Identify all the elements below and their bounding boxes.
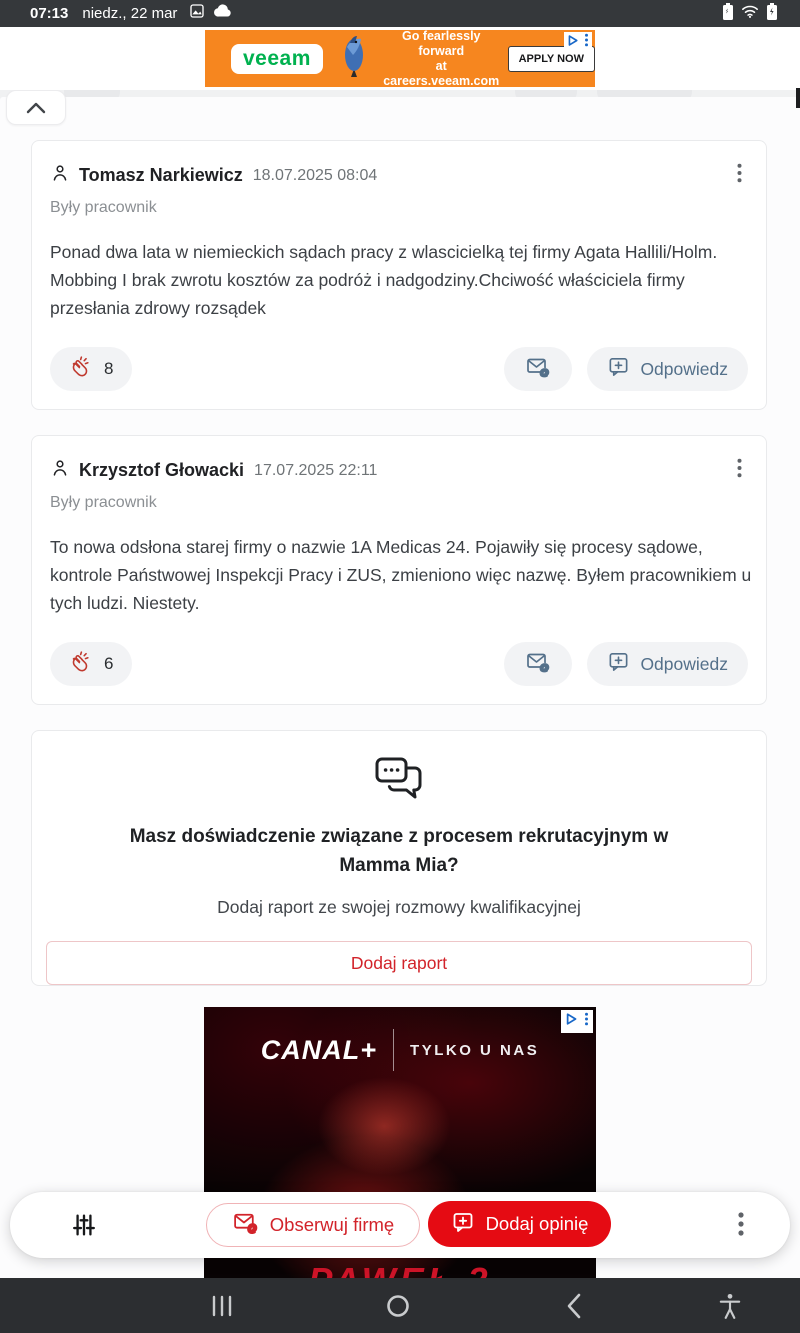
cloud-icon bbox=[213, 4, 232, 23]
top-ad-banner[interactable] bbox=[205, 30, 595, 87]
comment-plus-icon bbox=[607, 650, 630, 678]
reply-button[interactable] bbox=[587, 642, 748, 686]
canal-plus-logo: CANAL+ bbox=[260, 1034, 378, 1065]
recents-button[interactable] bbox=[192, 1278, 252, 1333]
review-body: To nowa odsłona starej firmy o nazwie 1A Medicas 24. Pojawiły się procesy sądowe, kontrole Państwowej Inspekcji Pracy i ZUS, zmieniono więc nazwę. Byłem pracownikiem u tych ludzi. Niestety. bbox=[50, 537, 752, 613]
follow-label: Obserwuj firmę bbox=[269, 1214, 395, 1235]
clap-count: 8 bbox=[104, 359, 114, 378]
adchoices-icon[interactable] bbox=[567, 34, 580, 52]
status-date: niedz., 22 mar bbox=[82, 5, 178, 22]
clap-button[interactable] bbox=[50, 347, 132, 391]
notification-icons bbox=[189, 3, 232, 24]
mail-at-icon bbox=[232, 1210, 259, 1240]
top-ad-strip bbox=[0, 27, 800, 90]
collapse-button[interactable] bbox=[6, 90, 66, 125]
status-bar bbox=[0, 0, 800, 27]
home-button[interactable] bbox=[368, 1278, 428, 1333]
divider bbox=[393, 1029, 394, 1071]
review-datetime: 18.07.2025 08:04 bbox=[252, 166, 378, 184]
add-report-card bbox=[31, 730, 767, 986]
adchoices-controls bbox=[564, 32, 592, 53]
ad-copy-line1: Go fearlessly forward bbox=[401, 28, 481, 58]
review-body: Ponad dwa lata w niemieckich sądach pracy z wlascicielką tej firmy Agata Hallili/Holm. Mobbing I brak zwrotu kosztów za podróż i nadgodziny.Chciwość właściciela firmy przesłania zdrowy rozsądek bbox=[50, 242, 718, 318]
ad-kebab-icon[interactable] bbox=[584, 1012, 589, 1031]
comment-plus-icon bbox=[607, 355, 630, 383]
review-card bbox=[31, 140, 767, 410]
person-icon bbox=[50, 458, 70, 483]
review-header bbox=[50, 456, 748, 485]
notify-button[interactable] bbox=[504, 347, 572, 391]
follow-company-button[interactable] bbox=[206, 1203, 420, 1247]
clap-icon bbox=[69, 354, 94, 384]
ad-copy-line2: at careers.veeam.com bbox=[383, 58, 500, 88]
battery-saver-icon bbox=[722, 3, 734, 25]
review-author: Tomasz Narkiewicz bbox=[79, 165, 243, 185]
home-icon bbox=[385, 1293, 411, 1319]
add-review-button[interactable] bbox=[428, 1201, 611, 1247]
filter-button[interactable] bbox=[70, 1211, 98, 1244]
svg-text:@: @ bbox=[247, 1223, 258, 1235]
ad-copy bbox=[383, 29, 500, 89]
veeam-logo: veeam bbox=[231, 44, 323, 74]
more-options-kebab-icon[interactable] bbox=[738, 1211, 744, 1242]
ad-movie-title-clipped bbox=[204, 1257, 596, 1278]
floating-action-bar bbox=[10, 1192, 790, 1258]
review-datetime: 17.07.2025 22:11 bbox=[254, 461, 378, 479]
review-actions bbox=[50, 642, 748, 686]
clap-button[interactable] bbox=[50, 642, 132, 686]
apply-now-button[interactable]: APPLY NOW bbox=[508, 46, 595, 72]
back-icon bbox=[566, 1293, 582, 1319]
comment-plus-icon bbox=[451, 1210, 475, 1239]
bird-illustration bbox=[337, 33, 371, 84]
clock: 07:13 bbox=[30, 5, 69, 22]
reply-button[interactable] bbox=[587, 347, 748, 391]
add-report-button[interactable]: Dodaj raport bbox=[46, 941, 752, 985]
wifi-icon bbox=[741, 4, 759, 24]
notify-button[interactable] bbox=[504, 642, 572, 686]
mail-at-icon bbox=[525, 355, 551, 384]
review-kebab-icon[interactable] bbox=[731, 456, 748, 485]
recents-icon bbox=[210, 1295, 234, 1317]
filter-sliders-icon bbox=[70, 1211, 98, 1239]
back-button[interactable] bbox=[544, 1278, 604, 1333]
svg-text:@: @ bbox=[540, 367, 550, 379]
reply-label: Odpowiedz bbox=[640, 358, 728, 379]
review-header bbox=[50, 161, 748, 190]
review-kebab-icon[interactable] bbox=[731, 161, 748, 190]
prompt-subtitle: Dodaj raport ze swojej rozmowy kwalifikacyjnej bbox=[217, 897, 581, 917]
speech-bubbles-icon bbox=[32, 755, 766, 806]
clap-icon bbox=[69, 649, 94, 679]
battery-charging-icon bbox=[766, 3, 778, 25]
prompt-title: Masz doświadczenie związane z procesem rekrutacyjnym w Mamma Mia? bbox=[129, 826, 669, 876]
review-actions bbox=[50, 347, 748, 391]
chevron-up-icon bbox=[25, 101, 47, 115]
ad-kebab-icon[interactable] bbox=[584, 33, 589, 52]
system-status-icons bbox=[722, 3, 778, 25]
mail-at-icon bbox=[525, 650, 551, 679]
accessibility-icon bbox=[717, 1292, 743, 1320]
bottom-ad-header bbox=[204, 1029, 596, 1071]
reviewer-role: Były pracownik bbox=[50, 199, 157, 216]
svg-text:@: @ bbox=[540, 662, 550, 674]
scrollbar-thumb[interactable] bbox=[796, 88, 800, 108]
adchoices-controls bbox=[561, 1010, 593, 1033]
review-author: Krzysztof Głowacki bbox=[79, 460, 245, 480]
android-nav-bar bbox=[0, 1278, 800, 1333]
person-icon bbox=[50, 163, 70, 188]
reply-label: Odpowiedz bbox=[640, 653, 728, 674]
adchoices-icon[interactable] bbox=[565, 1012, 579, 1031]
accessibility-button[interactable] bbox=[700, 1278, 760, 1333]
reviewer-role: Były pracownik bbox=[50, 494, 157, 511]
clap-count: 6 bbox=[104, 654, 114, 673]
picture-icon bbox=[189, 3, 205, 24]
bottom-ad-tagline: TYLKO U NAS bbox=[410, 1041, 540, 1059]
review-card bbox=[31, 435, 767, 705]
add-review-label: Dodaj opinię bbox=[485, 1213, 589, 1234]
